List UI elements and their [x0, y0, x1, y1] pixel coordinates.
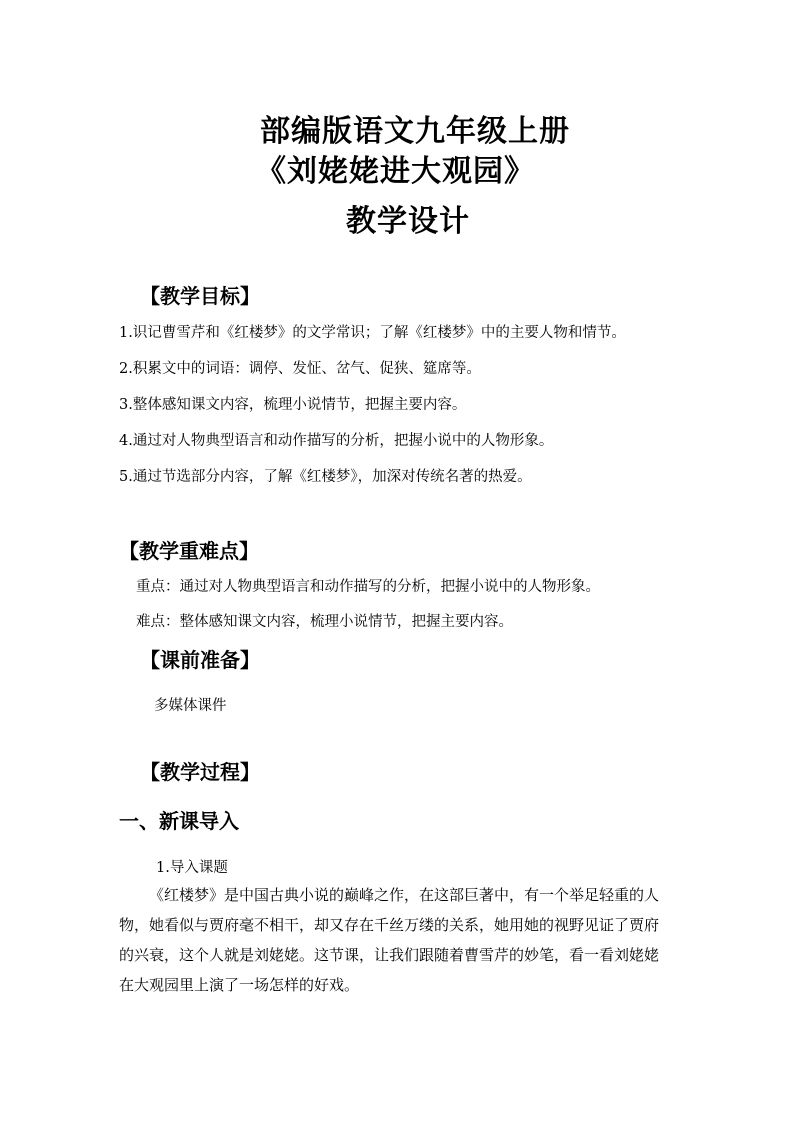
objectives-heading: 【教学目标】: [140, 284, 260, 308]
process-heading: 【教学过程】: [140, 760, 260, 784]
intro-paragraph: 《红楼梦》是中国古典小说的巅峰之作，在这部巨著中，有一个举足轻重的人物，她看似与贾府毫不相干，却又存在千丝万缕的关系，她用她的视野见证了贾府的兴衰，这个人就是刘姥姥。这节课，让我们跟随着曹雪芹的妙笔，看一看刘姥姥在大观园里上演了一场怎样的好戏。: [119, 886, 660, 994]
title-line-2: 《刘姥姥进大观园》: [256, 154, 535, 189]
preparation-content: 多媒体课件: [154, 698, 227, 714]
focus-point: 重点：通过对人物典型语言和动作描写的分析，把握小说中的人物形象。: [136, 579, 600, 595]
preparation-heading: 【课前准备】: [140, 648, 260, 672]
difficulty-point: 难点：整体感知课文内容，梳理小说情节，把握主要内容。: [136, 614, 513, 630]
objective-item-5: 5.通过节选部分内容，了解《红楼梦》，加深对传统名著的热爱。: [119, 469, 532, 485]
objective-item-2: 2.积累文中的词语：调停、发怔、岔气、促狭、筵席等。: [119, 361, 481, 377]
section-1-title: 一、新课导入: [119, 809, 239, 833]
title-line-3: 教学设计: [346, 204, 470, 239]
title-line-1: 部编版语文九年级上册: [260, 114, 570, 149]
objective-item-3: 3.整体感知课文内容，梳理小说情节，把握主要内容。: [119, 397, 467, 413]
objective-item-1: 1.识记曹雪芹和《红楼梦》的文学常识；了解《红楼梦》中的主要人物和情节。: [119, 325, 626, 341]
objective-item-4: 4.通过对人物典型语言和动作描写的分析，把握小说中的人物形象。: [119, 433, 554, 449]
key-points-heading: 【教学重难点】: [119, 539, 259, 563]
subsection-1-title: 1.导入课题: [156, 860, 228, 876]
